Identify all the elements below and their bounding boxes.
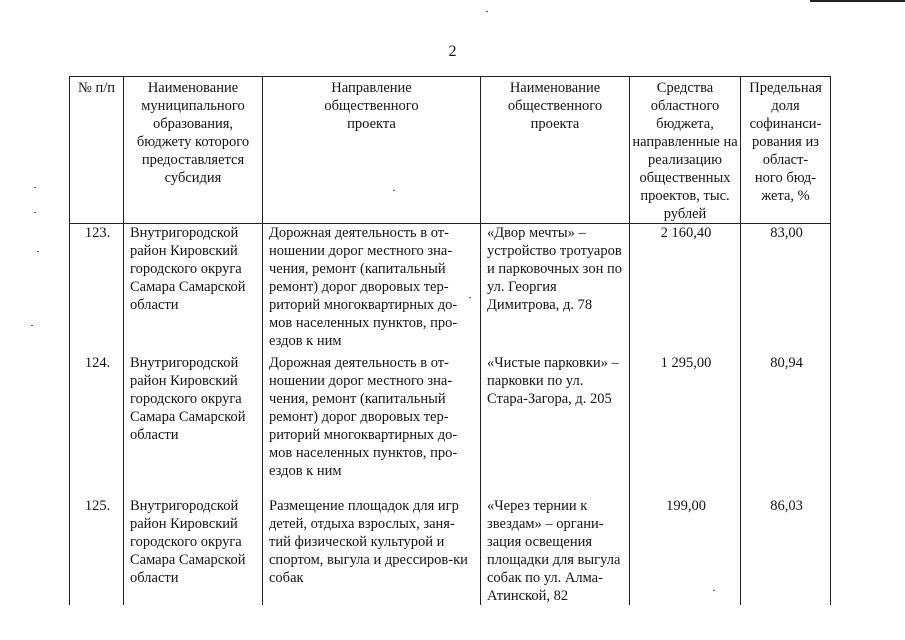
header-num: № п/п [70,77,124,224]
scan-speck [469,297,471,298]
amount-cell: 199,00 [630,497,741,605]
municipality-cell: Внутригородской район Кировский городского округа Самара Самарской области [124,497,263,605]
header-share: Предельная доля софинанси-рования из област-ного бюд-жета, % [741,77,831,224]
amount-cell: 2 160,40 [630,224,741,354]
row-number: 124. [70,354,124,497]
header-project: Наименование общественного проекта [481,77,630,224]
project-cell: «Чистые парковки» – парковки по ул. Стара-Загора, д. 205 [481,354,630,497]
row-number: 123. [70,224,124,354]
table-row [70,354,831,497]
project-cell: «Через тернии к звездам» – органи-зация освещения площадки для выгула собак по ул. Алма-Атинской, 82 [481,497,630,605]
scan-speck [37,251,39,252]
table-header-row [70,77,831,224]
header-municipality: Наименование муниципального образования, бюджету которого предоставляется субсидия [124,77,263,224]
municipality-cell: Внутригородской район Кировский городского округа Самара Самарской области [124,354,263,497]
scan-speck [31,325,33,326]
scan-speck [713,590,715,591]
amount-cell: 1 295,00 [630,354,741,497]
header-amount: Средства областного бюджета, направленные на реализацию общественных проектов, тыс. рублей [630,77,741,224]
row-number: 125. [70,497,124,605]
subsidy-table [69,76,831,605]
direction-cell: Дорожная деятельность в от-ношении дорог местного зна-чения, ремонт (капитальный ремонт) дорог дворовых тер-риторий многоквартирных до-мов населенных пунктов, про-ездов к ним [263,224,481,354]
scan-speck [486,11,488,12]
share-cell: 86,03 [741,497,831,605]
direction-cell: Дорожная деятельность в от-ношении дорог местного зна-чения, ремонт (капитальный ремонт) дорог дворовых тер-риторий многоквартирных до-мов населенных пунктов, про-ездов к ним [263,354,481,497]
scan-speck [393,190,395,191]
share-cell: 83,00 [741,224,831,354]
corner-rule [810,0,905,2]
direction-cell: Размещение площадок для игр детей, отдыха взрослых, заня-тий физической культурой и спортом, выгула и дрессиров-ки собак [263,497,481,605]
header-direction: Направление общественного проекта [263,77,481,224]
share-cell: 80,94 [741,354,831,497]
project-cell: «Двор мечты» – устройство тротуаров и парковочных зон по ул. Георгия Димитрова, д. 78 [481,224,630,354]
scan-speck [34,212,36,213]
table-row [70,224,831,354]
municipality-cell: Внутригородской район Кировский городского округа Самара Самарской области [124,224,263,354]
page-number: 2 [448,43,457,60]
table-row [70,497,831,605]
scan-speck [34,187,36,188]
